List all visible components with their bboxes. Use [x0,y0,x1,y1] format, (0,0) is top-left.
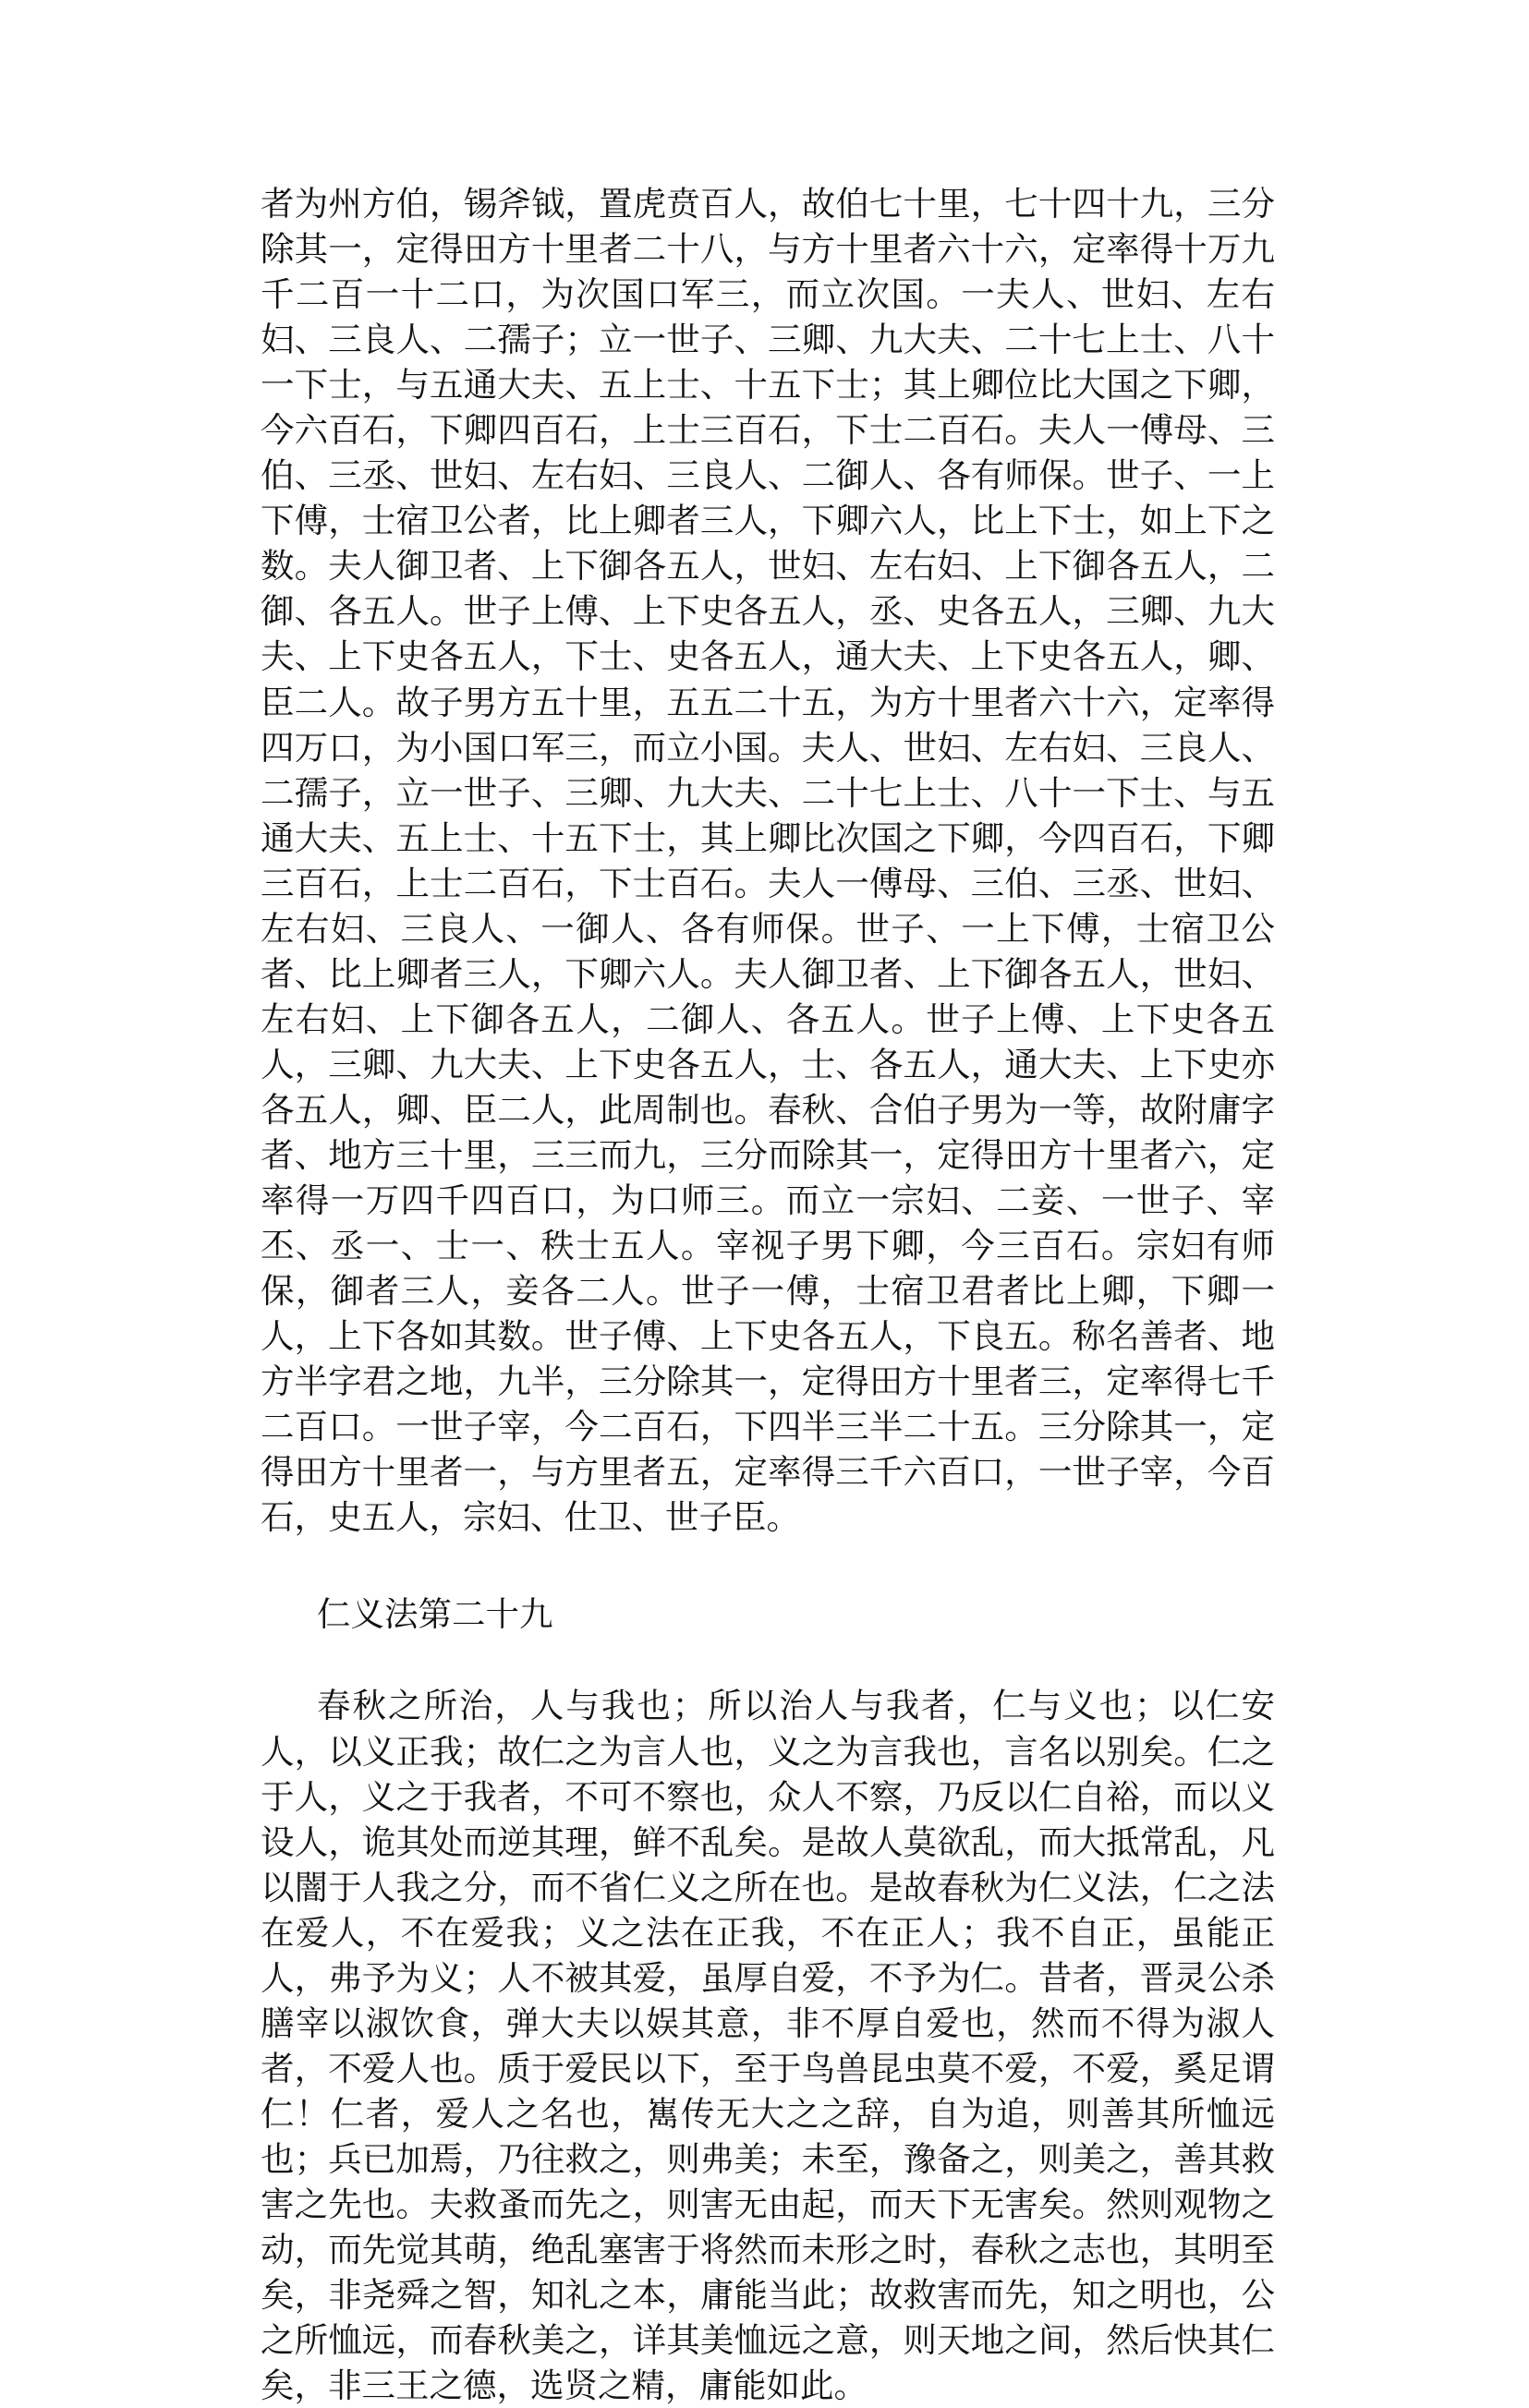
body-paragraph: 春秋之所治，人与我也；所以治人与我者，仁与义也；以仁安人，以义正我；故仁之为言人也，义之为言我也，言名以别矣。仁之于人，义之于我者，不可不察也，众人不察，乃反以仁自裕，而以义设人，诡其处而逆其理，鲜不乱矣。是故人莫欲乱，而大抵常乱，凡以闇于人我之分，而不省仁义之所在也。是故春秋为仁义法，仁之法在爱人，不在爱我；义之法在正我，不在正人；我不自正，虽能正人，弗予为义；人不被其爱，虽厚自爱，不予为仁。昔者，晋灵公杀膳宰以淑饮食，弹大夫以娱其意，非不厚自爱也，然而不得为淑人者，不爱人也。质于爱民以下，至于鸟兽昆虫莫不爱，不爱，奚足谓仁！仁者，爱人之名也，嶲传无大之之辞，自为追，则善其所恤远也；兵已加焉，乃往救之，则弗美；未至，豫备之，则美之，善其救害之先也。夫救蚤而先之，则害无由起，而天下无害矣。然则观物之动，而先觉其萌，绝乱塞害于将然而未形之时，春秋之志也，其明至矣，非尧舜之智，知礼之本，庸能当此；故救害而先，知之明也，公之所恤远，而春秋美之，详其美恤远之意，则天地之间，然后快其仁矣，非三王之德，选贤之精，庸能如此。 [261,1686,1275,2406]
continuation-paragraph: 者为州方伯，锡斧钺，置虎贲百人，故伯七十里，七十四十九，三分除其一，定得田方十里者二十八，与方十里者六十六，定率得十万九千二百一十二口，为次国口军三，而立次国。一夫人、世妇、左右妇、三良人、二孺子；立一世子、三卿、九大夫、二十七上士、八十一下士，与五通大夫、五上士、十五下士；其上卿位比大国之下卿，今六百石，下卿四百石，上士三百石，下士二百石。夫人一傅母、三伯、三丞、世妇、左右妇、三良人、二御人、各有师保。世子、一上下傅，士宿卫公者，比上卿者三人，下卿六人，比上下士，如上下之数。夫人御卫者、上下御各五人，世妇、左右妇、上下御各五人，二御、各五人。世子上傅、上下史各五人，丞、史各五人，三卿、九大夫、上下史各五人，下士、史各五人，通大夫、上下史各五人，卿、臣二人。故子男方五十里，五五二十五，为方十里者六十六，定率得四万口，为小国口军三，而立小国。夫人、世妇、左右妇、三良人、二孺子，立一世子、三卿、九大夫、二十七上士、八十一下士、与五通大夫、五上士、十五下士，其上卿比次国之下卿，今四百石，下卿三百石，上士二百石，下士百石。夫人一傅母、三伯、三丞、世妇、左右妇、三良人、一御人、各有师保。世子、一上下傅，士宿卫公者、比上卿者三人，下卿六人。夫人御卫者、上下御各五人，世妇、左右妇、上下御各五人，二御人、各五人。世子上傅、上下史各五人，三卿、九大夫、上下史各五人，士、各五人，通大夫、上下史亦各五人，卿、臣二人，此周制也。春秋、合伯子男为一等，故附庸字者、地方三十里，三三而九，三分而除其一，定得田方十里者六，定率得一万四千四百口，为口师三。而立一宗妇、二妾、一世子、宰丕、丞一、士一、秩士五人。宰视子男下卿，今三百石。宗妇有师保，御者三人，妾各二人。世子一傅，士宿卫君者比上卿，下卿一人，上下各如其数。世子傅、上下史各五人，下良五。称名善者、地方半字君之地，九半，三分除其一，定得田方十里者三，定率得七千二百口。一世子宰，今二百石，下四半三半二十五。三分除其一，定得田方十里者一，与方里者五，定率得三千六百口，一世子宰，今百石，史五人，宗妇、仕卫、世子臣。 [261,184,1275,1538]
section-title: 仁义法第二十九 [317,1594,553,1635]
document-page [261,181,1275,2408]
